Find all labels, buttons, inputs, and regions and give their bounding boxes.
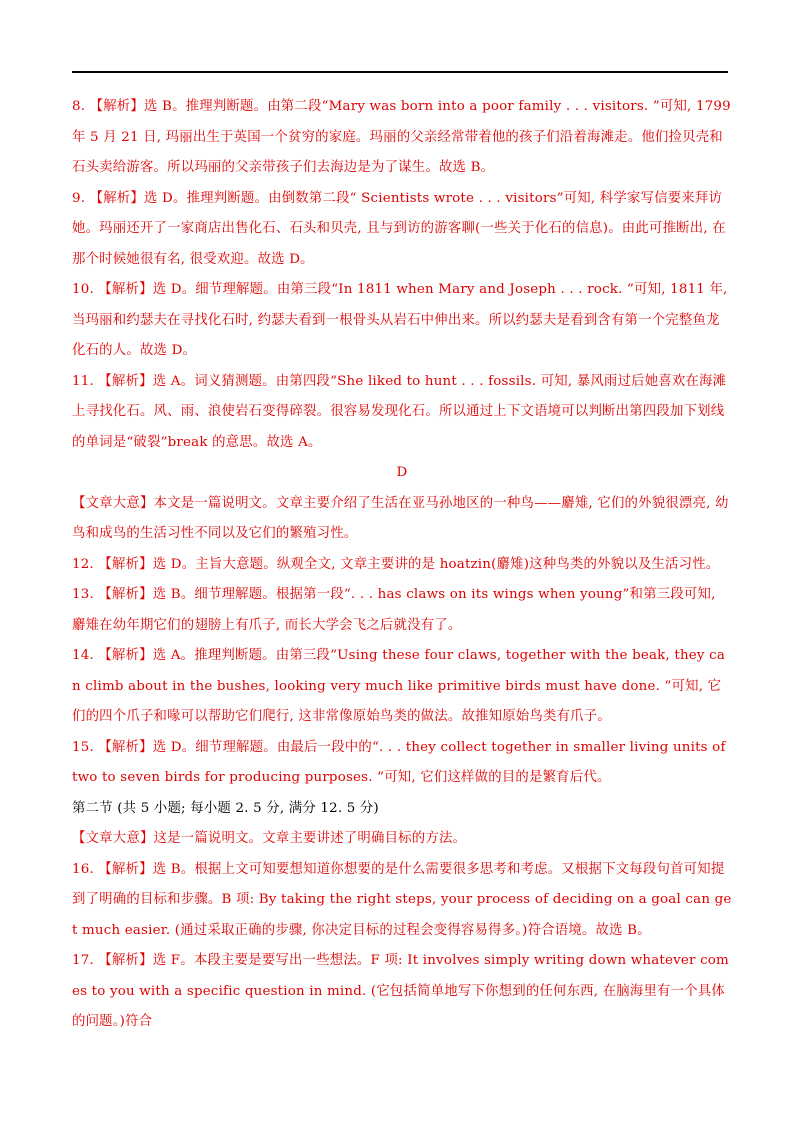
answer-10: 10. 【解析】选 D。细节理解题。由第三段“In 1811 when Mary and Joseph . . . rock. ”可知, 1811 年, 当玛丽和约瑟夫在寻找化石时, 约瑟夫看到一根骨头从岩石中伸出来。所以约瑟夫是看到含有第一个完整鱼龙化石的人。故选 D。 [72,282,728,358]
passage-summary-d: 【文章大意】本文是一篇说明文。文章主要介绍了生活在亚马孙地区的一种鸟——麝雉, 它们的外貌很漂亮, 幼鸟和成鸟的生活习性不同以及它们的繁殖习性。 [72,495,729,541]
answer-16: 16. 【解析】选 B。根据上文可知要想知道你想要的是什么需要很多思考和考虑。又根据下文每段句首可知提到了明确的目标和步骤。B 项: By taking the right steps, your process of deciding on a goal can get much easier. (通过采取正确的步骤, 你决定目标的过程会变得容易得多。)符合语境。故选 B。 [72,861,732,938]
document-body [72,92,732,1038]
section-heading-d: D [396,465,408,480]
section-two-heading: 第二节 (共 5 小题; 每小题 2. 5 分, 满分 12. 5 分) [72,800,379,816]
answer-9: 9. 【解析】选 D。推理判断题。由倒数第二段“ Scientists wrote . . . visitors”可知, 科学家写信要来拜访她。玛丽还开了一家商店出售化石、石头和贝壳, 且与到访的游客聊(一些关于化石的信息)。由此可推断出, 在那个时候她很有名, 很受欢迎。故选 D。 [72,190,726,267]
answer-13: 13. 【解析】选 B。细节理解题。根据第一段“. . . has claws on its wings when young”和第三段可知, 麝雉在幼年期它们的翅膀上有爪子, 而长大学会飞之后就没有了。 [72,587,716,633]
answer-14: 14. 【解析】选 A。推理判断题。由第三段“Using these four claws, together with the beak, they can climb about in the bushes, looking very much like primitive birds must have done. ”可知, 它们的四个爪子和喙可以帮助它们爬行, 这非常像原始鸟类的做法。故推知原始鸟类有爪子。 [72,648,726,724]
answer-17: 17. 【解析】选 F。本段主要是要写出一些想法。F 项: It involves simply writing down whatever comes to you with a specific question in mind. (它包括简单地写下你想到的任何东西, 在脑海里有一个具体的问题。)符合 [72,953,729,1029]
header-rule [72,71,728,73]
answer-11: 11. 【解析】选 A。词义猜测题。由第四段“She liked to hunt . . . fossils. 可知, 暴风雨过后她喜欢在海滩上寻找化石。风、雨、浪使岩石变得碎裂。很容易发现化石。所以通过上下文语境可以判断出第四段加下划线的单词是“破裂”break 的意思。故选 A。 [72,373,727,450]
answer-12: 12. 【解析】选 D。主旨大意题。纵观全文, 文章主要讲的是 hoatzin(麝雉)这种鸟类的外貌以及生活习性。 [72,556,720,572]
answer-15: 15. 【解析】选 D。细节理解题。由最后一段中的“. . . they collect together in smaller living units of two to seven birds for producing purposes. ”可知, 它们这样做的目的是繁育后代。 [72,739,726,785]
passage-summary-section-two: 【文章大意】这是一篇说明文。文章主要讲述了明确目标的方法。 [72,831,467,846]
answer-8: 8. 【解析】选 B。推理判断题。由第二段“Mary was born into a poor family . . . visitors. ”可知, 1799 年 5 月 21 日, 玛丽出生于英国一个贫穷的家庭。玛丽的父亲经常带着他的孩子们沿着海滩走。他们捡贝壳和石头卖给游客。所以玛丽的父亲带孩子们去海边是为了谋生。故选 B。 [72,99,731,175]
